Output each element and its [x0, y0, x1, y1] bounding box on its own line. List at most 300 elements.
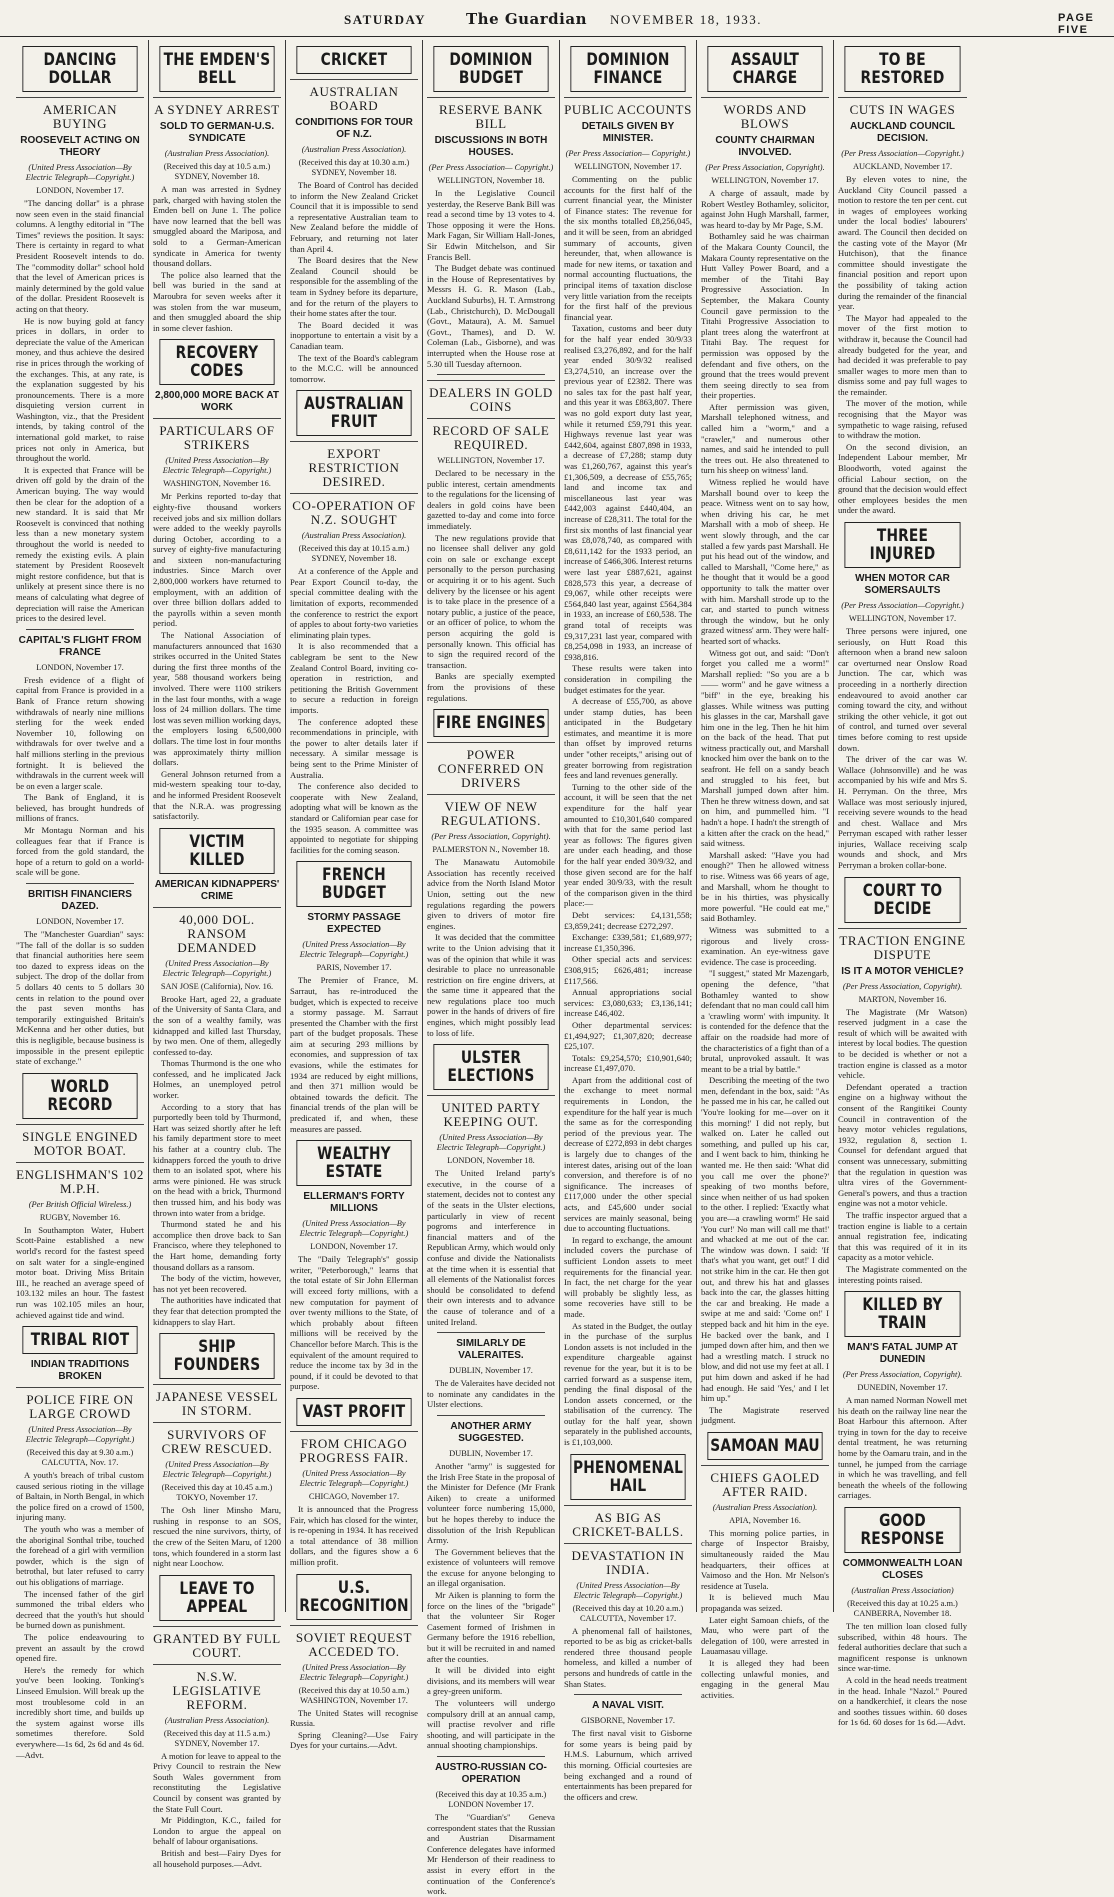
subheadline: AUCKLAND COUNCIL DECISION. — [850, 121, 955, 144]
deck-line: PARTICULARS OF STRIKERS — [153, 418, 281, 452]
paragraph: The Premier of France, M. Sarraut, has re-introduced the budget, which is expected to receive a stormy passage. M. Sarraut presented the Chamber with the first part of the budget proposals. These aim at securing 293 millions by economies, and suppression of tax evasions, while the estimates for 1934 are reduced by eight millions, and then 371 million would be obtained towards the deficit. The financial trends of the plan will be predicated if, and when, these measures are passed. — [290, 975, 418, 1134]
paragraph: Another "army" is suggested for the Irish Free State in the proposal of the Minister for Defence (Mr Frank Aiken) to create a uniformed volunteer force numbering 15,000, but he hopes thereby to induce the dissolution of the Irish Republican Army. — [427, 1460, 555, 1546]
subheadline: WHEN MOTOR CAR SOMERSAULTS — [855, 573, 950, 596]
deck-line: VIEW OF NEW REGULATIONS. — [427, 794, 555, 828]
paragraph: It is alleged they had been collecting unlawful monies, and engaging in the general Mau activities. — [701, 1658, 829, 1700]
paragraph: The ten million loan closed fully subscribed, within 48 hours. The federal authorities declare that such a magnificent response is unknown since war-time. — [838, 1621, 967, 1674]
paragraph: It was decided that the committee write to the Union advising that it was of the opinion that while it was desirable to place no unreasonable restriction on fire engine drivers, at the same time it appeared that the new regulations place too much power in the hands of drivers of fire engines, which might possibly lead to loss of life. — [427, 932, 555, 1038]
paragraph: It is announced that the Progress Fair, which has closed for the winter, is re-opening in 1934. It has received a total attendance of 38 million dollars, and the figures show a 6 million profit. — [290, 1503, 418, 1567]
article — [427, 709, 555, 1038]
headline: DANCING DOLLAR — [22, 46, 137, 92]
masthead-date: NOVEMBER 18, 1933. — [610, 12, 762, 27]
masthead — [0, 0, 1114, 37]
deck-line: TRACTION ENGINE DISPUTE — [838, 928, 967, 962]
deck-line: WORDS AND BLOWS — [701, 97, 829, 131]
dateline: (Received this day at 11.5 a.m.) SYDNEY, November 17. — [163, 1728, 271, 1748]
article — [838, 522, 967, 871]
dateline: MARTON, November 16. — [858, 994, 947, 1004]
column — [423, 40, 560, 1897]
dateline: (Received this day at 10.15 a.m.) SYDNEY, November 18. — [298, 544, 410, 564]
paragraph: Describing the meeting of the two men, defendant in the box, said: "As he passed me in his car, he called out 'You're looking for me—over on it this morning!' I did not reply, but walked on. Later he called out something, and pulled up his car, and I went back to him, thinking he wanted me. He then said: 'What did you call me over the phone?' speaking of two months before, since when neither of us had spoken to the other. I replied: 'Exactly what you are—a crawling worm!' He said 'You cur!' No man will call me that!' and whacked at me out of the car. The window was down. I said: 'If that's what you want, get out!' I did not strike him in the car. He then got out, and threw his hat and glasses back into the car, the glasses hitting the car and breaking. He made a swipe at me and said: 'Come on!' I stepped back and hit him in the eye. He backed over the bank, and I jumped down after him, and then we had a wrestling match. I struck no blow, and did not use my feet at all. I put him down and asked if he had had enough. He said 'Yes,' and I let him up." — [701, 1075, 829, 1404]
dateline: CHICAGO, November 17. — [308, 1491, 400, 1501]
dateline: RUGBY, November 16. — [39, 1212, 121, 1222]
divider — [437, 1756, 545, 1757]
article — [16, 1073, 144, 1320]
headline: WEALTHY ESTATE — [296, 1140, 411, 1186]
subheadline: MAN'S FATAL JUMP AT DUNEDIN — [847, 1342, 958, 1366]
divider — [574, 1694, 682, 1695]
article — [153, 1333, 281, 1569]
article-body — [153, 1751, 281, 1870]
paragraph: The Board desires that the New Zealand Council should be responsible for the assembling of the team in Sydney before its departure, and for the return of the players to their home states after the tour. — [290, 255, 418, 319]
paragraph: The incensed father of the girl summoned the tribal elders who decreed that the youth's hut should be burned down as punishment. — [16, 1588, 144, 1631]
paragraph: A youth's breach of tribal custom caused serious rioting in the village of Baltain, in North Bengal, in which the police fired on a crowd of 1500, injuring many. — [16, 1470, 144, 1523]
dateline: (Received this day at 10.35 a.m.) LONDON November 17. — [435, 1789, 547, 1809]
headline: LEAVE TO APPEAL — [159, 1575, 274, 1621]
deck-line: SOVIET REQUEST ACCEDED TO. — [290, 1625, 418, 1659]
wire-credit: (Per Press Association—Copyright.) — [841, 149, 964, 158]
dateline: (Received this day at 10.5 a.m.) SYDNEY, November 18. — [163, 162, 271, 181]
headline: VICTIM KILLED — [159, 828, 274, 874]
paragraph: In the Legislative Council yesterday, the Reserve Bank Bill was read a second time by 13 votes to 4. Those opposing it were the Hons. Mark Fagan, Sir William Hall-Jones, Sir Edwin Mitchelson, and Sir Francis Bell. — [427, 188, 555, 262]
dateline: DUNEDIN, November 17. — [857, 1383, 948, 1393]
deck-line: EXPORT RESTRICTION DESIRED. — [290, 441, 418, 489]
headline: ASSAULT CHARGE — [707, 46, 822, 92]
paragraph: Other departmental services: £1,494,927; £1,307,820; decrease £25,107. — [564, 1019, 692, 1052]
wire-credit: (Australian Press Association). — [712, 1502, 818, 1512]
dateline: SAN JOSE (California), Nov. 16. — [160, 981, 274, 991]
column — [12, 40, 149, 1760]
deck-line: CHIEFS GAOLED AFTER RAID. — [701, 1465, 829, 1499]
article — [564, 1694, 692, 1802]
subheadline: DETAILS GIVEN BY MINISTER. — [581, 121, 675, 144]
masthead-page-number: PAGE FIVE — [1058, 12, 1095, 36]
article — [838, 1507, 967, 1728]
wire-credit: (United Press Association—By Electric Telegraph—Copyright.) — [25, 163, 135, 182]
article-body — [290, 1254, 418, 1392]
paragraph: By eleven votes to nine, the Auckland City Council passed a motion to restore the ten per cent. cut in wages of employees working under the local bodies' labourers' award. The Council then decided on the casting vote of the Mayor (Mr Hutchison), that the finance committee should investigate the financial position and report upon the possibility of taking action during the remainder of the financial year. — [838, 174, 967, 312]
deck-line: A SYDNEY ARREST — [153, 97, 281, 117]
headline: GOOD RESPONSE — [844, 1507, 960, 1553]
paragraph: The Manawatu Automobile Association has recently received advice from the North Island Motor Union, setting out the new regulations regarding the powers given to drivers of motor fire engines. — [427, 857, 555, 931]
paragraph: British and best—Fairy Dyes for all household purposes.—Advt. — [153, 1848, 281, 1869]
dateline: (Received this day at 10.50 a.m.) WASHINGTON, November 17. — [298, 1685, 410, 1705]
paragraph: The Board of Control has decided to inform the New Zealand Cricket Council that it is impossible to send a representative Australian team to New Zealand before the middle of February, and returning not later than April 4. — [290, 180, 418, 254]
article — [427, 1044, 555, 1327]
headline: THE EMDEN'S BELL — [159, 46, 274, 92]
wire-credit: (United Press Association—By Electric Telegraph—Copyright.) — [25, 1425, 135, 1445]
paragraph: According to a story that has purportedly been told by Thurmond, Hart was seized shortly after he left his family department store to meet his father at a country club. The kidnappers forced the youth to drive them to an isolated spot, where his arms were pinioned. He was struck on the head with a brick, Thurmond then trussed him, and his body was thrown into water from a bridge. — [153, 1101, 281, 1218]
paragraph: The police endeavouring to prevent an assault by the crowd opened fire. — [16, 1632, 144, 1664]
subheadline: ELLERMAN'S FORTY MILLIONS — [303, 1191, 405, 1215]
dateline: (Received this day at 10.20 a.m.) CALCUTTA, November 17. — [572, 1603, 684, 1623]
article-body — [427, 1378, 555, 1410]
paragraph: The "Daily Telegraph's" gossip writer, "Peterborough," learns that the total estate of Sir John Ellerman will exceed forty millions, with a new computation for payment of over twenty millions to the State, of which probably about fifteen millions will be received by the Chancellor before March. This is the equivalent of the amount required to reduce the income tax by 3d in the pound, if it could be devoted to that purpose. — [290, 1254, 418, 1392]
article — [153, 1575, 281, 1870]
dateline: PALMERSTON N., November 18. — [432, 845, 550, 855]
column — [697, 40, 834, 1700]
column — [149, 40, 286, 1869]
subheadline: CAPITAL'S FLIGHT FROM FRANCE — [18, 634, 142, 658]
wire-credit: (Australian Press Association) — [851, 1586, 954, 1596]
headline: RECOVERY CODES — [159, 339, 274, 385]
deck-line: POLICE FIRE ON LARGE CROWD — [16, 1387, 144, 1421]
subheadline: IS IT A MOTOR VEHICLE? — [841, 965, 964, 977]
paragraph: Exchange: £339,581; £1,689,977; increase £1,350,396. — [564, 932, 692, 953]
deck-line: POWER CONFERRED ON DRIVERS — [427, 742, 555, 790]
headline: PHENOMENAL HAIL — [570, 1454, 685, 1500]
headline: COURT TO DECIDE — [844, 877, 960, 923]
dateline: LONDON, November 18. — [447, 1156, 535, 1166]
paragraph: Mr Perkins reported to-day that eighty-five thousand workers received jobs and six million dollars were added to the weekly payrolls during October, according to a survey of eighty-five manufacturing and sixteen non-manufacturing industries. Since March over 2,800,000 workers have returned to employment, with an addition of over three billion dollars added to the payrolls within a seven month period. — [153, 491, 281, 629]
wire-credit: (Per Press Association— Copyright.) — [565, 149, 691, 158]
paragraph: General Johnson returned from a mid-western speaking tour to-day, and he informed President Roosevelt that the N.R.A. was progressing satisfactorily. — [153, 768, 281, 822]
paragraph: The text of the Board's cablegram to the M.C.C. will be announced tomorrow. — [290, 352, 418, 384]
dateline: DUBLIN, November 17. — [449, 1448, 533, 1458]
paragraph: A cold in the head needs treatment in the head. Inhale "Nazol." Poured on a handkerchief, it clears the nose and soothes tissues within. 60 doses for 1s 6d. 60 doses for 1s 6d.—Advt. — [838, 1675, 967, 1728]
wire-credit: (United Press Association—By Electric Telegraph—Copyright.) — [436, 1133, 546, 1153]
subheadline: A NAVAL VISIT. — [592, 1700, 664, 1712]
wire-credit: (United Press Association—By Electric Telegraph—Copyright.) — [162, 958, 272, 978]
article-body — [16, 1470, 144, 1760]
subheadline: INDIAN TRADITIONS BROKEN — [30, 1359, 130, 1383]
paragraph: The Magistrate reserved judgment. — [701, 1404, 829, 1426]
paragraph: The youth who was a member of the aboriginal Sonthal tribe, touched the forehead of a girl with vermilion powder, which is the sign of betrothal, but later refused to carry out his obligations of marriage. — [16, 1524, 144, 1588]
paragraph: The traffic inspector argued that a traction engine is liable to a certain annual registration fee, indicating that this was required of it in its capacity as a motor vehicle. — [838, 1209, 967, 1263]
subheadline: 2,800,000 MORE BACK AT WORK — [155, 390, 279, 414]
article — [290, 1574, 418, 1751]
paragraph: The National Association of manufacturers announced that 1630 strikes occurred in the United States during the first three months of the year, 588 thousand workers being involved. There were 1100 strikers in the last four months, with a wage loss of 24 million dollars. The time lost was seven million working days, the employers losing 6,500,000 dollars. The time lost in four months was approximately thirty million dollars. — [153, 630, 281, 768]
deck-line: DEALERS IN GOLD COINS — [427, 380, 555, 414]
article — [564, 1454, 692, 1690]
article — [427, 1756, 555, 1897]
article-body — [427, 1461, 555, 1751]
article-body — [153, 994, 281, 1327]
dateline: DUBLIN, November 17. — [449, 1366, 533, 1376]
article — [16, 1326, 144, 1760]
article — [701, 46, 829, 1426]
paragraph: The Government believes that the existence of volunteers will remove the excuse for anyone belonging to an illegal organisation. — [427, 1546, 555, 1589]
paragraph: The Mayor had appealed to the mover of the first motion to withdraw it, because the Council had already budgeted for the year, and had decided it was preferable to pay smaller wages to more men than to dismiss some and pay full wages to the remainder. — [838, 312, 967, 397]
paragraph: Turning to the other side of the account, it will be seen that the net expenditure for the half year amounted to £10,301,640 compared with that for the same period last year as follows: The figures given are under each heading, and those for the half year ended 30/9/32, and those given second are for the half year ended 30/9/33, with the result of the comparison given in the third place:— — [564, 781, 692, 909]
paragraph: Marshall asked: "Have you had enough?" Then he allowed witness to rise. Witness was 66 years of age, and Marshall, whom he thought to be in his thirties, was physically more powerful. "He could eat me," said Bothamley. — [701, 849, 829, 924]
headline: CRICKET — [296, 46, 411, 74]
article — [564, 46, 692, 1448]
paragraph: Banks are specially exempted from the provisions of these regulations. — [427, 671, 555, 703]
article-body — [290, 1708, 418, 1751]
paragraph: Three persons were injured, one seriously, on Hutt Road this afternoon when a brand new saloon car overturned near Onslow Road Junction. The car, which was proceeding in a northerly direction endeavoured to avoid another car coming toward the city, and without striking the other vehicle, it got out of control, and turned over several times before coming to rest upside down. — [838, 626, 967, 753]
paragraph: A phenomenal fall of hailstones, reported to be as big as cricket-balls rendered three thousand people homeless, and killed a number of persons and hundreds of cattle in the Shan States. — [564, 1625, 692, 1689]
paragraph: Thurmond stated he and his accomplice then drove back to San Francisco, where they telephoned to the Hart home, demanding forty thousand dollars as a ransom. — [153, 1219, 281, 1272]
paragraph: Brooke Hart, aged 22, a graduate of the University of Santa Clara, and the son of a wealthy family, was kidnapped and killed last Thursday, by two men. One of them, allegedly confessed to-day. — [153, 993, 281, 1057]
wire-credit: (Australian Press Association). — [301, 531, 407, 541]
paragraph: The first naval visit to Gisborne for some years is being paid by H.M.S. Laburnum, which arrived this morning. Official courtesies are being exchanged and a round of entertainments has been prepared for the officers and crew. — [564, 1728, 692, 1802]
divider — [437, 1415, 545, 1416]
headline: ULSTER ELECTIONS — [433, 1044, 548, 1090]
paragraph: A motion for leave to appeal to the Privy Council to restrain the New South Wales government from reconstituting the Legislative Council by consent was granted by the State Full Court. — [153, 1750, 281, 1814]
wire-credit: (United Press Association—By Electric Telegraph—Copyright.) — [299, 940, 409, 960]
subheadline: AMERICAN KIDNAPPERS' CRIME — [154, 878, 280, 902]
subheadline: COMMONWEALTH LOAN CLOSES — [842, 1558, 963, 1582]
headline: KILLED BY TRAIN — [844, 1291, 960, 1337]
paragraph: Annual appropriations social services: £3,080,633; £3,136,141; increase £46,402. — [564, 987, 692, 1019]
subheadline: AUSTRO-RUSSIAN CO-OPERATION — [435, 1761, 547, 1785]
paragraph: Witness was submitted to a rigorous and lively cross-examination. An eye-witness gave evidence. The case is proceeding. — [701, 924, 829, 967]
article-body — [290, 975, 418, 1134]
paragraph: As stated in the Budget, the outlay in the purchase of the surplus London assets is not included in the expenditure chargeable against revenue for the year, but it is to be carried forward as a suspense item, pending the final disposal of the London assets concerned, or the stabilisation of the currency. The outlay for the half year, shown separately in the published accounts, is £1,103,000. — [564, 1320, 692, 1448]
subheadline: ANOTHER ARMY SUGGESTED. — [450, 1420, 532, 1444]
headline: SAMOAN MAU — [707, 1432, 822, 1460]
deck-line: ENGLISHMAN'S 102 M.P.H. — [16, 1162, 144, 1196]
article-body — [427, 1812, 555, 1897]
headline: TO BE RESTORED — [844, 46, 960, 92]
paragraph: Here's the remedy for which you've been looking. Tonking's Linseed Emulsion. Will break up the most troublesome cold in an incredibly short time, and builds up the system against worse ills sometimes therefore. Sold everywhere—1s 6d, 2s 6d and 4s 6d.—Advt. — [16, 1664, 144, 1760]
headline: DOMINION BUDGET — [433, 46, 548, 92]
article-body — [290, 1504, 418, 1568]
headline: U.S. RECOGNITION — [296, 1574, 411, 1620]
paragraph: This morning police parties, in charge of Inspector Braisby, simultaneously raided the Mau headquarters, their offices at Vaimoso and the Hon. Mr Nelson's residence at Tusela. — [701, 1527, 829, 1591]
article-body — [838, 1395, 967, 1501]
article-body — [838, 626, 967, 871]
deck-line: 40,000 DOL. RANSOM DEMANDED — [153, 907, 281, 955]
article-body — [701, 188, 829, 1426]
dateline: WELLINGTON, November 17. — [437, 456, 545, 466]
paragraph: On the second division, an Independent Labour member, Mr Bloodworth, voted against the official Labour section, on the ground that the decision would effect other employees besides the men under the award. — [838, 441, 967, 516]
column — [834, 40, 971, 1728]
dateline: WELLINGTON, November 17. — [711, 176, 819, 185]
paragraph: The Magistrate (Mr Watson) reserved judgment in a case the result of which will be awaited with interest by local bodies. The question to be decided is whether or not a traction engine is classed as a motor vehicle. — [838, 1006, 967, 1081]
paragraph: The de Valeraites have decided not to nominate any candidates in the Ulster elections. — [427, 1378, 555, 1410]
paragraph: The conference also decided to cooperate with New Zealand, adopting what will be known as the standard or Californian pear case for the 1935 season. A committee was appointed to negotiate for shipping facilities for the coming season. — [290, 781, 418, 855]
deck-line: SURVIVORS OF CREW RESCUED. — [153, 1422, 281, 1456]
article — [427, 374, 555, 703]
headline: FRENCH BUDGET — [296, 861, 411, 907]
subheadline: SOLD TO GERMAN-U.S. SYNDICATE — [159, 121, 275, 144]
paragraph: The driver of the car was W. Wallace (Johnsonville) and he was accompanied by his wife and Mrs S. H. Perryman. On the three, Mrs Wallace was most seriously injured, receiving severe wounds to the head and chest. Wallace and Mrs Perryman escaped with rather lesser injuries, Wallace receiving scalp wounds and shock, and Mrs Perryman a broken collar-bone. — [838, 754, 967, 871]
paragraph: Other special acts and services: £308,915; £626,481; increase £117,566. — [564, 954, 692, 986]
article-body — [564, 1728, 692, 1802]
article-body — [701, 1528, 829, 1701]
paragraph: Declared to be necessary in the public interest, certain amendments to the regulations for the licensing of dealers in gold coins have been gazetted to-day and come into force immediately. — [427, 468, 555, 532]
paragraph: The conference adopted these recommendations in principle, with the power to alter details later if necessary. A similar message is being sent to the Prime Minister of Australia. — [290, 716, 418, 780]
wire-credit: (United Press Association—By Electric Telegraph—Copyright.) — [299, 1468, 409, 1488]
headline: THREE INJURED — [844, 522, 960, 568]
article-body — [16, 929, 144, 1067]
headline: WORLD RECORD — [22, 1073, 137, 1119]
headline: FIRE ENGINES — [433, 709, 548, 737]
deck-line: GRANTED BY FULL COURT. — [153, 1626, 281, 1660]
dateline: WELLINGTON, November 17. — [574, 162, 682, 171]
paragraph: Later eight Samoan chiefs, of the Mau, who were part of the delegation of 100, were arrested in Lauamasau village. — [701, 1614, 829, 1657]
headline: DOMINION FINANCE — [570, 46, 685, 92]
dateline: LONDON, November 17. — [310, 1242, 398, 1252]
deck-line: RESERVE BANK BILL — [427, 97, 555, 131]
paragraph: The United States will recognise Russia. — [290, 1707, 418, 1729]
article-body — [153, 184, 281, 333]
wire-credit: (Per Press Association, Copyright). — [842, 1370, 963, 1380]
paragraph: A decrease of £55,700, as above under stamp duties, has been anticipated in the Budgetary estimates, and meantime it is more than offset by improved returns under "other receipts," arising out of greater borrowing from registration fees and land revenues generally. — [564, 696, 692, 781]
paragraph: After permission was given, Marshall telephoned witness, and called him a "worm," and a "crawler," and numerous other names, and said he intended to pull the trees out. He also threatened to turn his sheep on witness' land. — [701, 401, 829, 476]
paragraph: The "Manchester Guardian" says: "The fall of the dollar is so sudden that financial authorities here seem too dazed to express ideas on the subject. The drop of the dollar from 5 dollars 40 cents to 5 dollars 30 cents in relation to the pound over the past seven months has temporarily extinguished Britain's McKenna and her other duties, but this is negligible, because business is impossible in the present epileptic state of exchange." — [16, 929, 144, 1067]
column — [286, 40, 423, 1751]
paragraph: Mr Montagu Norman and his colleagues fear that if France is forced from the gold standard, the hope of a return to gold on a world-scale will be gone. — [16, 825, 144, 878]
paragraph: Bothamley said he was chairman of the Makara County Council, the Makara County representative on the Hutt Valley Power Board, and a member of the Titahi Bay Progressive Association. In September, the Makara County Council gave permission to the Titahi Progressive Association to plant trees along the waterfront at Titahi Bay. The request for permission was opposed by the defendant and five others, on the ground that the trees would prevent them seeing directly to sea from their properties. — [701, 231, 829, 401]
article — [153, 339, 281, 821]
deck-line: FROM CHICAGO PROGRESS FAIR. — [290, 1431, 418, 1465]
dateline: (Received this day at 10.45 a.m.) TOKYO, November 17. — [161, 1483, 273, 1503]
wire-credit: (Australian Press Association). — [301, 145, 407, 154]
paragraph: A charge of assault, made by Robert Westley Bothamley, solicitor, against John Hugh Marshall, farmer, was heard to-day by Mr Page, S.M. — [701, 188, 829, 230]
article-body — [564, 1626, 692, 1690]
article-body — [290, 180, 418, 384]
article-body — [427, 188, 555, 369]
article — [701, 1432, 829, 1701]
dateline: WELLINGTON, November 18. — [437, 176, 545, 185]
paragraph: In regard to exchange, the amount included covers the purchase of sufficient London assets to meet requirements for the financial year. In fact, the net charge for the year will probably be slightly less, as some recoveries have still to be made. — [564, 1234, 692, 1319]
paragraph: A man named Norman Nowell met his death on the railway line near the Boat Harbour this afternoon. After trying in town for the day to receive dental treatment, he was returning home by the Oamaru train, and in the tunnel, he jumped from the carriage in which he was travelling, and fell beneath the wheels of the following carriages. — [838, 1395, 967, 1501]
deck-line: RECORD OF SALE REQUIRED. — [427, 418, 555, 452]
article — [838, 877, 967, 1285]
wire-credit: (United Press Association—By Electric Telegraph—Copyright.) — [162, 1460, 272, 1480]
paragraph: "The dancing dollar" is a phrase now seen even in the staid financial columns. A lengthy editorial in "The Times" reviews the position. It says: There is certainty in regard to what President Roosevelt intends to do. The "commodity dollar" school hold that the level of American prices is mainly determined by the gold value of the dollar. President Roosevelt is acting on that theory. — [16, 198, 144, 314]
dateline: WELLINGTON, November 17. — [848, 614, 957, 623]
dateline: AUCKLAND, November 17. — [852, 162, 953, 171]
subheadline: STORMY PASSAGE EXPECTED — [307, 912, 401, 936]
paragraph: He is now buying gold at fancy prices in dollars, in order to depreciate the value of the American money, and thus achieve the desired rise in prices through the working of the exchanges. This, at any rate, is the explanation suggested by his pronouncements. There is a more disquieting version current in Washington, viz., that the President intends, by taking control of the international gold market, to raise prices not only in America, but throughout the world. — [16, 315, 144, 464]
dateline: GISBORNE, November 17. — [581, 1716, 675, 1726]
article — [838, 1291, 967, 1501]
deck-line: UNITED PARTY KEEPING OUT. — [427, 1095, 555, 1129]
paragraph: It will be divided into eight divisions, and its members will wear a grey-green uniform. — [427, 1665, 555, 1697]
article-body — [427, 1168, 555, 1327]
paragraph: The Board decided it was inopportune to entertain a visit by a Canadian team. — [290, 319, 418, 351]
article — [290, 1140, 418, 1392]
paragraph: The mover of the motion, while recognising that the Mayor was sympathetic to wage raising, refused to withdraw the motion. — [838, 398, 967, 441]
wire-credit: (United Press Association—By Electric Telegraph—Copyright.) — [162, 456, 272, 476]
subheadline: CONDITIONS FOR TOUR OF N.Z. — [295, 117, 413, 140]
deck-line: CUTS IN WAGES — [838, 97, 967, 117]
headline: SHIP FOUNDERS — [159, 1333, 274, 1379]
article — [290, 1398, 418, 1568]
wire-credit: (Per Press Association—Copyright.) — [841, 601, 964, 610]
divider — [26, 629, 134, 630]
wire-credit: (Per Press Association, Copyright). — [431, 832, 551, 842]
article — [427, 1415, 555, 1751]
paragraph: Commenting on the public accounts for the first half of the current financial year, the Minister of Finance states: The revenue for the six months totalled £8,256,045, and it will be seen, from an abridged summary of accounts, given hereunder, that, when allowance is made for new items, or taxation and normal accounting fluctuations, the principal items of taxation disclose very little variation from the receipts for the first half of the previous financial year. — [564, 174, 692, 322]
paragraph: The volunteers will undergo compulsory drill at an annual camp, will practise revolver and rifle shooting, and will participate in the annual shooting championships. — [427, 1698, 555, 1751]
paragraph: Taxation, customs and beer duty for the half year ended 30/9/33 realised £3,276,892, and for the half year ended 30/9/32 realised £3,274,510, an increase over the previous year of £2382. There was no sales tax for the past half year, and this year it was £863,807. There was no gold export duty last year, while it returned £59,791 this year. Highways revenue last year was £442,604, against £807,898 in 1933, a decrease of £7,288; stamp duty was £1,260,767, against this year's £1,306,509, a decrease of £55,765; land and income tax and miscellaneous last year was £442,003 against £440,404, an increase of £28,311. The total for the first six months of last financial year was £8,078,740, as compared with £8,611,142 for the 1933 period, an increase of £466,306. Interest returns were last year £887,621, against £828,573 this year, a decrease of £9,067, while other receipts were £564,840 last year, against £564,384 in 1933, an increase of £60,538. The grand total of receipts was £9,317,231 last year, compared with £8,254,098 in 1933, an increase of £938,816. — [564, 323, 692, 662]
deck-line: CO-OPERATION OF N.Z. SOUGHT — [290, 493, 418, 527]
divider — [437, 374, 545, 375]
article — [16, 629, 144, 878]
article-body — [16, 675, 144, 878]
column — [560, 40, 697, 1802]
wire-credit: (Per Press Association, Copyright). — [842, 981, 963, 991]
article-body — [153, 491, 281, 821]
article-body — [16, 1225, 144, 1320]
dateline: LONDON, November 17. — [36, 662, 124, 672]
article — [290, 46, 418, 384]
subheadline: COUNTY CHAIRMAN INVOLVED. — [715, 135, 815, 158]
paragraph: A man was arrested in Sydney park, charged with having stolen the Emden bell on June 1. The police have now learned that the bell was smuggled aboard the Mariposa, and sold to a German-American syndicate in America for twenty thousand dollars. — [153, 184, 281, 269]
dateline: (Received this day at 9.30 a.m.) CALCUTTA, Nov. 17. — [26, 1448, 134, 1468]
paragraph: Fresh evidence of a flight of capital from France is provided in a Bank of France return showing withdrawals of nearly nine millions sterling for the week ended November 10, following on withdrawals for over twelve and a half millions sterling in the previous fortnight. It is believed the withdrawals in the current week will be on even a larger scale. — [16, 674, 144, 791]
dateline: LONDON, November 17. — [36, 186, 124, 195]
divider — [437, 1332, 545, 1333]
paragraph: At a conference of the Apple and Pear Export Council to-day, the special committee dealing with the limitation of exports, recommended the conference to restrict the export of apples to about forty-two varieties eliminating plain types. — [290, 566, 418, 640]
paragraph: The United Ireland party's executive, in the course of a statement, decides not to contest any of the seats in the Ulster elections, particularly in view of recent pogroms and interference in financial matters and of the Republican Army, which would only confuse and divide the Nationalists at the time when it is essential that all elements of the Nationalist forces should be consolidated to defend their own interests and to advance the cause of tolerance and of a united Ireland. — [427, 1168, 555, 1327]
article-body — [427, 857, 555, 1038]
paragraph: The "Guardian's" Geneva correspondent states that the Russian and Austrian Disarmament Conference delegates have informed Mr Henderson of their readiness to assist in every effort in the continuation of the Conference's work. — [427, 1811, 555, 1897]
column-grid — [12, 40, 1108, 1897]
paragraph: In Southampton Water, Hubert Scott-Paine established a new world's record for the fastest speed on salt water for a single-engined motor boat. Driving Miss Britain III., he reached an average speed of 103.132 miles an hour. The fastest run was 102.105 miles an hour, achieved against tide and wind. — [16, 1224, 144, 1320]
article-body — [838, 1007, 967, 1285]
deck-line: AMERICAN BUYING — [16, 97, 144, 131]
subheadline: ROOSEVELT ACTING ON THEORY — [20, 135, 140, 158]
paragraph: The Osh liner Minsho Maru, rushing in response to an SOS, rescued the nine survivors, thirty, of the crew of the Seiten Maru, of 1200 tons, which foundered in a storm last night near Loochow. — [153, 1505, 281, 1569]
paragraph: Debt services: £4,131,558; £3,859,241; decrease £272,297. — [564, 909, 692, 931]
paragraph: Totals: £9,254,570; £10,901,640; increase £1,497,070. — [564, 1052, 692, 1074]
wire-credit: (Per Press Association— Copyright.) — [428, 163, 554, 172]
wire-credit: (United Press Association—By Electric Telegraph—Copyright.) — [299, 1662, 409, 1682]
deck-line: AUSTRALIAN BOARD — [290, 79, 418, 113]
article — [153, 46, 281, 333]
paragraph: The Magistrate commented on the interesting points raised. — [838, 1263, 967, 1285]
paragraph: The body of the victim, however, has not yet been recovered. — [153, 1273, 281, 1294]
headline: VAST PROFIT — [296, 1398, 411, 1426]
article-body — [16, 198, 144, 624]
paragraph: The new regulations provide that no licensee shall deliver any gold coin on sale or exchange except personally to the person purchasing or acquiring it or to his agent. Such delivery by the licensee or his agent is to take place in the presence of a notary public, a justice of the peace, or an officer of police, to whom the person acquiring the gold is personally known. This official has to sign the required record of the transaction. — [427, 532, 555, 670]
article — [427, 46, 555, 369]
article-body — [838, 174, 967, 516]
paragraph: The Budget debate was continued in the House of Representatives by Messrs H. G. R. Mason (Lab., Auckland Suburbs), H. T. Armstrong (Lab., Christchurch), D. McDougall (Govt., Mataura), A. M. Samuel (Govt., Thames), and D. W. Coleman (Lab., Gisborne), and was interrupted when the House rose at 5.30 till Tuesday afternoon. — [427, 263, 555, 369]
deck-line: PUBLIC ACCOUNTS — [564, 97, 692, 117]
dateline: PARIS, November 17. — [316, 963, 392, 973]
paragraph: "I suggest," stated Mr Mazengarb, opening the defence, "that Bothamley wanted to show defendant that no man could call him a 'crawling worm' with impunity. It is contended for the defence that the affair on the roadside had more of the characteristics of a fight than of a brutal, unprovoked assault. It was meant to be a trial by battle." — [701, 968, 829, 1074]
article-body — [427, 468, 555, 703]
article — [290, 861, 418, 1134]
paragraph: Apart from the additional cost of the exchange to meet normal requirements in London, the expenditure for the half year is much the same as for the corresponding period of the previous year. The decrease of £272,893 in debt charges is largely due to changes of the interest dates, arising out of the loan conversion, and therefore is of no significance. The increases of £117,000 under the other special acts, and £45,600 under social services are mainly seasonal, being due to accounting fluctuations. — [564, 1074, 692, 1234]
article-body — [564, 174, 692, 1448]
subheadline: SIMILARLY DE VALERAITES. — [456, 1338, 526, 1362]
paragraph: The police also learned that the bell was buried in the sand at Maroubra for seven weeks after it was stolen from the war museum, and then smuggled aboard the ship in some clever fashion. — [153, 269, 281, 333]
article-body — [153, 1505, 281, 1569]
masthead-logo: The Guardian — [466, 10, 587, 28]
dateline: LONDON, November 17. — [36, 917, 124, 927]
deck-line: SINGLE ENGINED MOTOR BOAT. — [16, 1124, 144, 1158]
deck-line: JAPANESE VESSEL IN STORM. — [153, 1384, 281, 1418]
article — [16, 46, 144, 624]
article-body — [290, 566, 418, 855]
paragraph: It is believed much Mau propaganda was seized. — [701, 1592, 829, 1614]
wire-credit: (Per Press Association, Copyright). — [705, 163, 825, 172]
article-body — [838, 1621, 967, 1728]
article — [153, 828, 281, 1327]
deck-line: AS BIG AS CRICKET-BALLS. — [564, 1505, 692, 1539]
paragraph: It is also recommended that a cablegram be sent to the New Zealand Control Board, inviting co-operation in restriction, and petitioning the British Government to secure a reduction in foreign imports. — [290, 641, 418, 715]
paragraph: It is expected that France will be driven off gold by the drain of the American buying. The way would then be clear for the adoption of a new standard. It is said that Mr Roosevelt is convinced that nothing less than a new monetary system throughout the world is needed to remedy the existing evils. A plain statement by President Roosevelt might restore confidence, but that is unlikely at present since there is no means of calculating what degree of depreciation will raise the American prices to the desired level. — [16, 464, 144, 624]
article — [838, 46, 967, 516]
paragraph: Witness replied he would have Marshall bound over to keep the peace. Witness went on to say how, when driving his car, he met Marshall with a mob of sheep. He went slowly through, and the car stalled a few yards past Marshall. He put his head out of the window, and called to Marshall, "Come here," as he thought that it would be a good opportunity to talk the matter over with him. Marshall strode up to the car, and started to punch witness through the window, but he only grazed witness' arm. They were half-hearted sort of whacks. — [701, 477, 829, 646]
paragraph: Witness got out, and said: "Don't forget you called me a worm!" Marshall replied: "So you are a b—— worm" and he gave witness a "biff" in the eye, breaking his glasses. While witness was putting his glasses in the car, Marshall gave him one in the leg. Then he hit him on the back of the head. That put witness practically out, and Marshall knocked him over the bank on to the seafront. He fell on a sandy beach and struggled to his feet, but Marshall jumped down after him. Then he threw witness down, and sat on him, and pummelled him. "I hadn't a hope. I hadn't the strength of a kitten after the crack on the head," said witness. — [701, 647, 829, 849]
dateline: WASHINGTON, November 16. — [163, 479, 271, 489]
wire-credit: (United Press Association—By Electric Telegraph—Copyright.) — [299, 1219, 409, 1239]
wire-credit: (Australian Press Association). — [164, 1715, 270, 1725]
dateline: (Received this day at 10.30 a.m.) SYDNEY, November 18. — [298, 158, 410, 177]
masthead-day: SATURDAY — [344, 12, 427, 27]
headline: TRIBAL RIOT — [22, 1326, 137, 1354]
headline: AUSTRALIAN FRUIT — [296, 390, 411, 436]
